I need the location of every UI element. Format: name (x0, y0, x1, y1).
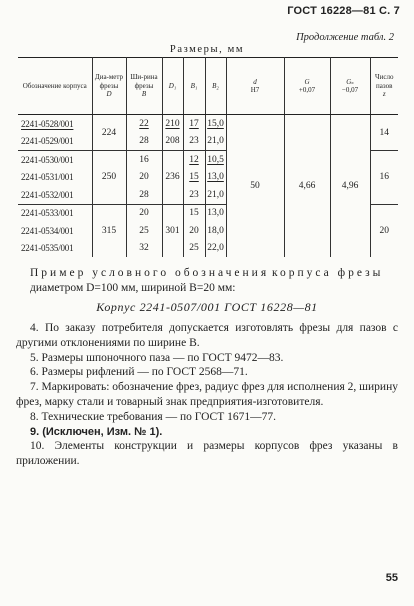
col-header-g: G +0,07 (284, 58, 330, 115)
cell-b2: 18,0 (205, 222, 226, 240)
col-header-gs: Gₛ −0,07 (330, 58, 370, 115)
cell-d1: 301 (162, 204, 183, 257)
table-row (18, 115, 398, 133)
col-header-diameter: Диа-метр фрезы D (92, 58, 126, 115)
table-units-caption: Размеры, мм (169, 44, 245, 55)
example-dimensions: диаметром D=100 мм, шириной B=20 мм: (30, 281, 236, 294)
cell-width: 28 (126, 186, 162, 204)
cell-d1: 210 (162, 115, 183, 133)
cell-diameter: 250 (92, 151, 126, 205)
cell-b1: 20 (183, 222, 205, 240)
cell-b1: 17 (183, 115, 205, 133)
note-item: 8. Технические требования — по ГОСТ 1671—77. (30, 410, 276, 423)
cell-gs: 4,96 (330, 115, 370, 258)
cell-d1: 236 (162, 151, 183, 205)
col-header-slots: Число пазов z (370, 58, 398, 115)
cell-width: 25 (126, 222, 162, 240)
cell-b2: 10,5 (205, 151, 226, 169)
cell-d1: 208 (162, 133, 183, 151)
note-item-excluded: 9. (Исключен, Изм. № 1). (30, 425, 163, 438)
page-number: 55 (385, 572, 398, 584)
table-continuation-label: Продолжение табл. 2 (296, 32, 394, 43)
col-header-b2: B₂ (205, 58, 226, 115)
table-header-row (18, 58, 398, 115)
col-header-b1: B₁ (183, 58, 205, 115)
note-item (16, 425, 398, 440)
cell-b2: 22,0 (205, 240, 226, 258)
cell-g: 4,66 (284, 115, 330, 258)
cell-b2: 13,0 (205, 169, 226, 187)
notes-list (16, 321, 398, 469)
cell-width: 20 (126, 169, 162, 187)
cell-b1: 23 (183, 133, 205, 151)
col-header-width: Ши-рина фрезы B (126, 58, 162, 115)
cell-b1: 25 (183, 240, 205, 258)
cell-width: 20 (126, 204, 162, 222)
cell-width: 28 (126, 133, 162, 151)
note-item: 6. Размеры рифлений — по ГОСТ 2568—71. (30, 366, 248, 379)
cell-b1: 12 (183, 151, 205, 169)
cell-b1: 15 (183, 204, 205, 222)
page-header: ГОСТ 16228—81 С. 7 (287, 5, 400, 17)
cell-slots: 16 (370, 151, 398, 205)
cell-b2: 15,0 (205, 115, 226, 133)
col-header-d1: D₁ (162, 58, 183, 115)
cell-b1: 15 (183, 169, 205, 187)
cell-code: 2241-0533/001 (18, 204, 92, 222)
cell-b1: 23 (183, 186, 205, 204)
cell-width: 22 (126, 115, 162, 133)
cell-diameter: 224 (92, 115, 126, 151)
cell-code: 2241-0530/001 (18, 151, 92, 169)
example-lead: Пример условного обозначения (30, 267, 270, 279)
example-rest: корпуса фрезы (272, 267, 384, 279)
cell-code: 2241-0529/001 (18, 133, 92, 151)
note-item: 5. Размеры шпоночного паза — по ГОСТ 9472—83. (30, 351, 284, 364)
cell-b2: 13,0 (205, 204, 226, 222)
cell-d-h7: 50 (226, 115, 284, 258)
cell-slots: 14 (370, 115, 398, 151)
cell-width: 16 (126, 151, 162, 169)
cell-width: 32 (126, 240, 162, 258)
note-item: 4. По заказу потребителя допускается изготовлять фрезы для пазов с другими отклонениями по ширине B. (16, 322, 398, 349)
cell-slots: 20 (370, 204, 398, 257)
note-item: 7. Маркировать: обозначение фрез, радиус фрез для исполнения 2, ширину фрез, марку стали и товарный знак предприятия-изготовителя. (16, 381, 398, 408)
cell-code: 2241-0528/001 (18, 115, 92, 133)
example-text (30, 266, 398, 295)
cell-code: 2241-0532/001 (18, 186, 92, 204)
cell-code: 2241-0535/001 (18, 240, 92, 258)
note-item: 10. Элементы конструкции и размеры корпусов фрез указаны в приложении. (16, 440, 398, 468)
dimensions-table (18, 57, 398, 257)
example-designation: Корпус 2241-0507/001 ГОСТ 16228—81 (96, 300, 318, 314)
cell-diameter: 315 (92, 204, 126, 257)
cell-b2: 21,0 (205, 186, 226, 204)
col-header-d-h7: d H7 (226, 58, 284, 115)
cell-code: 2241-0534/001 (18, 222, 92, 240)
cell-b2: 21,0 (205, 133, 226, 151)
cell-code: 2241-0531/001 (18, 169, 92, 187)
col-header-designation: Обозначение корпуса (18, 58, 92, 115)
